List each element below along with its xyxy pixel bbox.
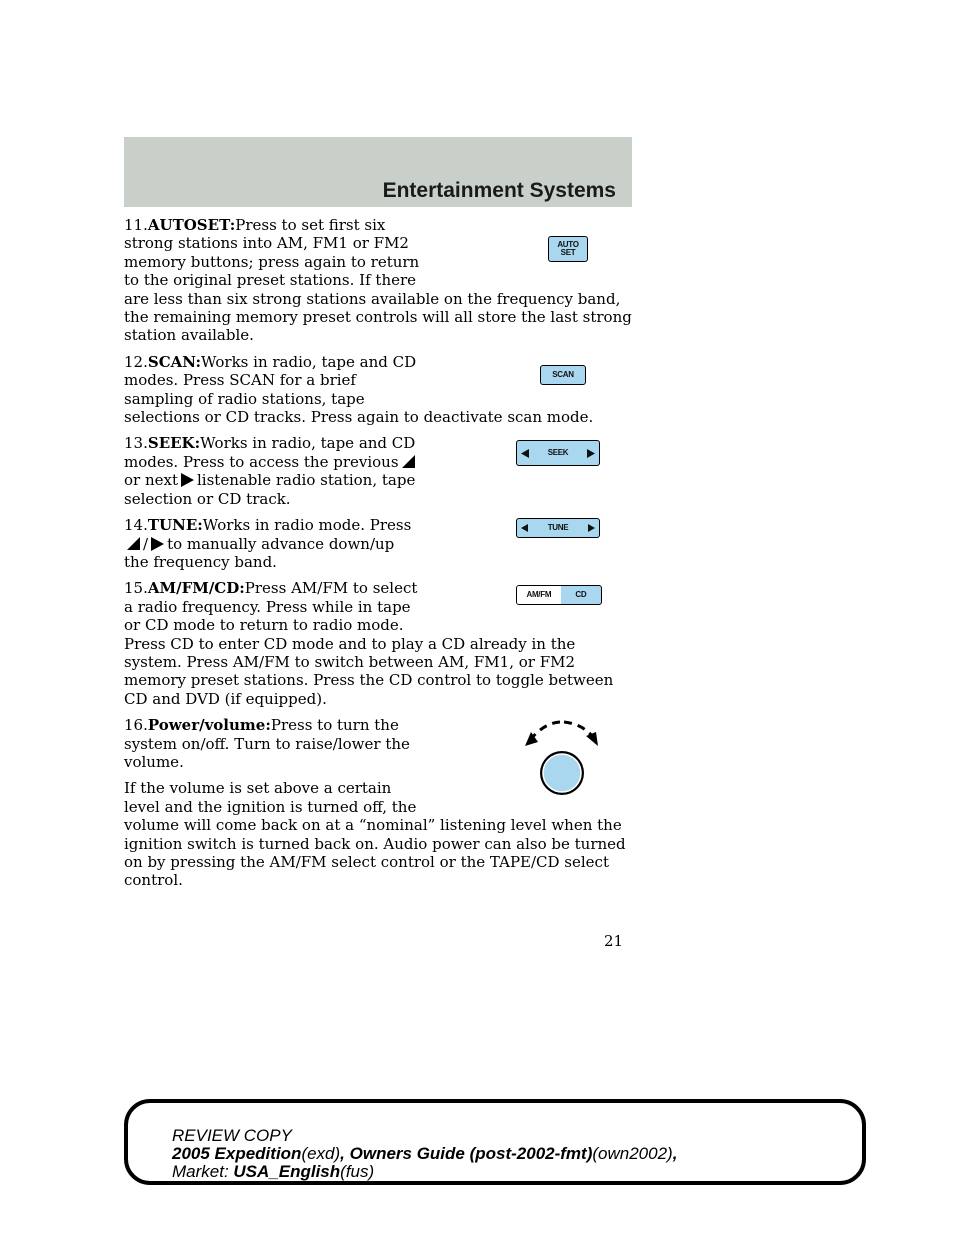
amfm-cd-button-icon [516, 585, 602, 605]
footer-guide: , Owners Guide (post-2002-fmt) [340, 1144, 593, 1163]
item-number: 16. [124, 716, 148, 735]
scan-button-icon [540, 365, 586, 385]
tune-button-icon [516, 518, 600, 538]
footer-model-code: (exd) [301, 1144, 341, 1163]
item-power-volume [124, 716, 634, 890]
tune-left-arrow-icon [521, 524, 528, 532]
item-text: Press to turn the system on/off. Turn to raise/lower the volume. [124, 716, 410, 771]
volume-note: If the volume is set above a certain level and the ignition is turned off, the volume will come back on at a “nominal” listening level when the ignition switch is turned back on. Audio power can also be turned on by pressing the AM/FM select control or the TAPE/CD select control. [124, 779, 626, 890]
item-label: TUNE: [147, 516, 203, 535]
item-text: or next [124, 471, 178, 490]
item-text: Works in radio, tape and CD modes. Press SCAN for a brief sampling of radio stations, tape selections or CD tracks. Press again to deactivate scan mode. [124, 352, 594, 427]
item-text: Works in radio, tape and CD modes. Press to access the previous [124, 434, 416, 471]
item-text: / [143, 534, 149, 553]
footer-market-label: Market: [172, 1162, 234, 1181]
amfm-segment [517, 586, 561, 604]
power-volume-illustration [422, 716, 634, 816]
tune-illustration [422, 516, 634, 552]
review-footer [124, 1099, 866, 1185]
item-number: 14. [124, 516, 148, 535]
up-arrow-icon [151, 537, 164, 551]
footer-market: USA_English [233, 1162, 341, 1181]
cd-icon-label: CD [575, 590, 587, 600]
item-label: AM/FM/CD: [147, 579, 245, 598]
item-number: 12. [124, 352, 148, 371]
item-text: Works in radio mode. Press [202, 516, 412, 535]
autoset-icon-line1: AUTO [557, 240, 579, 249]
item-label: Power/volume: [147, 716, 271, 735]
cd-segment [561, 586, 601, 604]
item-label: SCAN: [147, 352, 201, 371]
scan-icon-label: SCAN [552, 369, 574, 379]
previous-arrow-icon [402, 455, 415, 469]
item-number: 13. [124, 434, 148, 453]
item-tune [124, 516, 634, 571]
item-scan [124, 353, 634, 427]
item-number: 11. [124, 216, 148, 234]
next-arrow-icon [181, 473, 194, 487]
section-title: Entertainment Systems [382, 179, 616, 202]
tune-icon-label: TUNE [547, 522, 569, 532]
seek-left-arrow-icon [521, 449, 529, 458]
footer-market-code: (fus) [340, 1162, 375, 1181]
down-arrow-icon [127, 537, 140, 551]
item-text: Press to set first six strong stations into AM, FM1 or FM2 memory buttons; press again to return to the original preset stations. If there are less than six strong stations available on the frequency band, the remaining memory preset controls will all store the last strong station available. [124, 216, 632, 345]
footer-text [172, 1127, 677, 1181]
page-content [124, 216, 634, 898]
item-label: SEEK: [147, 434, 201, 453]
amfm-icon-label: AM/FM [526, 590, 552, 600]
tune-right-arrow-icon [588, 524, 595, 532]
item-text: listenable radio station, tape selection or CD track. [124, 471, 416, 508]
page-number: 21 [604, 932, 624, 950]
seek-button-icon [516, 440, 600, 466]
amfm-cd-illustration [422, 579, 634, 634]
seek-illustration [422, 434, 634, 489]
autoset-button-icon [548, 236, 588, 262]
footer-model: 2005 Expedition [172, 1144, 302, 1163]
scan-illustration [422, 353, 634, 405]
autoset-icon-line2: SET [560, 248, 576, 257]
autoset-illustration [422, 216, 634, 286]
seek-right-arrow-icon [587, 449, 595, 458]
footer-line-3 [172, 1163, 677, 1181]
review-copy-label: REVIEW COPY [172, 1126, 292, 1145]
footer-guide-code: (own2002) [592, 1144, 673, 1163]
item-label: AUTOSET: [147, 216, 236, 234]
item-text: to manually advance down/up the frequency band. [124, 534, 395, 571]
item-text: Press AM/FM to select a radio frequency. Press while in tape or CD mode to return to radio mode. Press CD to enter CD mode and to play a CD already in the system. Press AM/FM to switch between AM, FM1, or FM2 memory preset stations. Press the CD control to toggle between CD and DVD (if equipped). [124, 579, 614, 708]
footer-line-2 [172, 1145, 677, 1163]
footer-comma: , [672, 1144, 678, 1163]
item-number: 15. [124, 579, 148, 598]
section-header [124, 137, 632, 207]
seek-icon-label: SEEK [547, 448, 569, 458]
footer-line-1 [172, 1127, 677, 1145]
item-seek [124, 434, 634, 508]
item-amfm-cd [124, 579, 634, 708]
item-autoset [124, 216, 634, 345]
volume-knob-icon [522, 718, 612, 800]
